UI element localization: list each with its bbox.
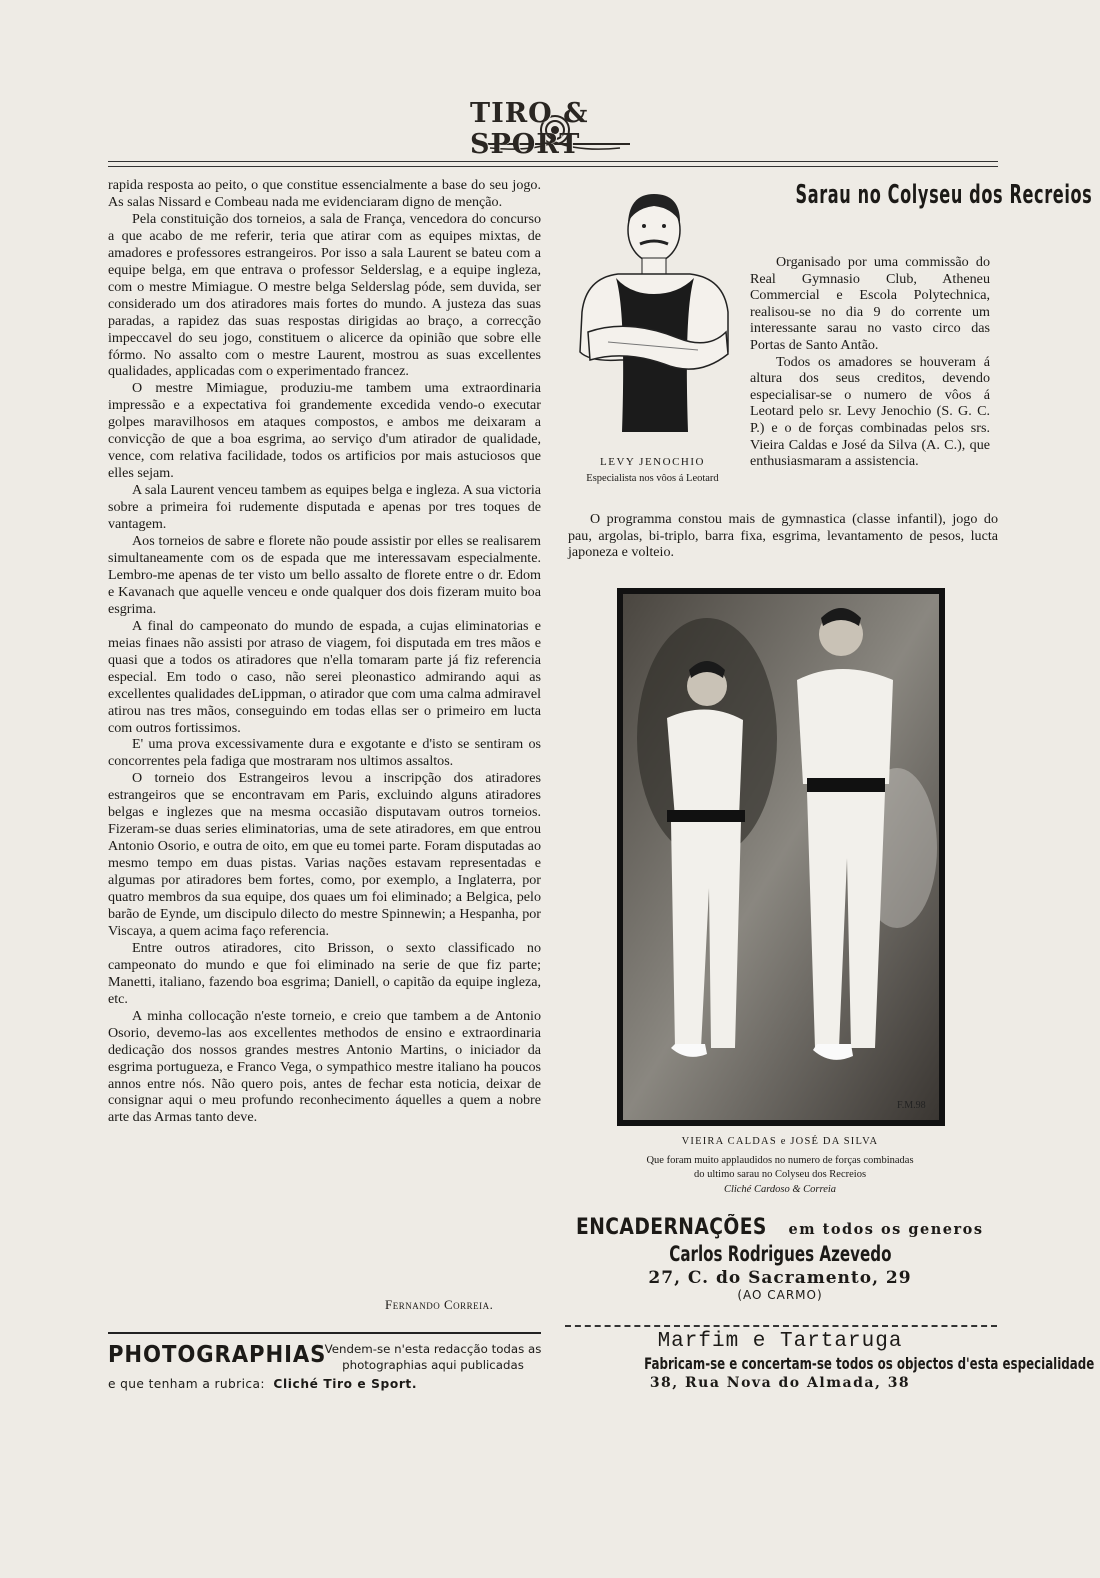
sarau-body-continued (568, 511, 998, 561)
article-paragraph: Aos torneios de sabre e florete não poude assistir por elles se realisarem simultaneamente com os de espada que me interessavam especialmente. Lembro-me apenas de ter visto um bello assalto de florete entre o dr. Edom e Kavanach que aquelle venceu e onde qualquer dos dois fizeram muito boa esgrima. (108, 533, 541, 617)
enc-address: 27, C. do Sacramento, 29 (648, 1268, 912, 1288)
marfim-line: Fabricam-se e concertam-se todos os objectos d'esta especialidade (644, 1354, 1095, 1373)
photo-monogram: F.M.98 (897, 1100, 926, 1111)
marfim-title: Marfim e Tartaruga (657, 1330, 903, 1353)
masthead (470, 98, 640, 160)
header-rule (108, 161, 998, 167)
portrait-caption: Especialista nos vôos á Leotard (586, 473, 719, 484)
sarau-paragraph: O programma constou mais de gymnastica (classe infantil), jogo do pau, argolas, bi-triplo, barra fixa, esgrima, levantamento de pesos, lucta japoneza e volteio. (568, 511, 998, 561)
enc-headline (565, 1214, 995, 1240)
ad-tail-bold: Cliché Tiro e Sport. (273, 1377, 418, 1391)
ad-headline: PHOTOGRAPHIAS (108, 1342, 327, 1368)
sarau-title: Sarau no Colyseu dos Recreios (795, 180, 1093, 210)
article-paragraph: O mestre Mimiague, produziu-me tambem uma extraordinaria impressão e a expectativa foi grandemente excedida vendo-o executar golpes maravilhosos em ataques compostos, e ambos me deixaram a convicção de que a boa esgrima, ao serviço d'um atirador de qualidade, vence, com relativa facilidade, todos os artificios por mais astuciosos que elles sejam. (108, 380, 541, 482)
sarau-paragraph: Organisado por uma commissão do Real Gymnasio Club, Atheneu Commercial e Escola Polytechnica, realisou-se no dia 9 do corrente um interessante sarau no vasto circo das Portas de Santo Antão. (750, 254, 990, 353)
enc-small-text: em todos os generos (788, 1221, 984, 1238)
sarau-paragraph: Todos os amadores se houveram á altura dos seus creditos, devendo especialisar-se o numero de vôos á Leotard pelo sr. Levy Jenochio (S. G. C. P.) e o de forças combinadas pelos srs. Vieira Caldas e José da Silva (A. C.), que enthusiasmaram a assistencia. (750, 353, 990, 470)
ad-tail-text: e que tenham a rubrica: (108, 1377, 265, 1391)
photo-caption (600, 1154, 960, 1181)
article-signature: Fernando Correia. (385, 1297, 494, 1312)
ad-side-text: Vendem-se n'esta redacção todas as photographias aqui publicadas (324, 1342, 542, 1372)
marfim-ad (565, 1330, 1095, 1391)
portrait-illustration (568, 182, 740, 452)
photo-credit: Cliché Cardoso & Correia (723, 1184, 837, 1195)
ad-divider (565, 1325, 997, 1327)
article-paragraph: E' uma prova excessivamente dura e exgotante e d'isto se sentiram os concorrentes pela fadiga que mostraram nos ultimos assaltos. (108, 736, 541, 770)
sarau-body (750, 254, 990, 470)
encadernacoes-ad (565, 1214, 995, 1302)
enc-owner: Carlos Rodrigues Azevedo (668, 1242, 892, 1266)
marfim-address: 38, Rua Nova do Almada, 38 (649, 1375, 911, 1391)
article-paragraph: A minha collocação n'este torneio, e creio que tambem a de Antonio Osorio, devemo-las aos excellentes methodos de ensino e extraordinaria dedicação dos nossos grandes mestres Antonio Martins, o iniciador da esgrima portugueza, e Franco Vega, o sympathico mestre italiano ha poucos annos entre nós. Não quero pois, antes de fechar esta noticia, deixar de consignar aqui o meu profundo reconhecimento áquelles a quem a nobre arte das Armas tanto deve. (108, 1007, 541, 1126)
enc-subaddress: (AO CARMO) (737, 1288, 823, 1302)
article-paragraph: A final do campeonato do mundo de espada, a cujas eliminatorias e meias finaes não assisti por atraso de viagem, foi disputada em tres mãos e quasi que a todos os atiradores que n'ella tomaram parte já fiz referencia especial. Em todo o caso, não serei pleonastico admirando aqui as excellentes qualidades deLippman, o atirador que com uma calma admiravel atirou nas tres mãos, conseguindo em todas ellas ser o primeiro em lucta com outros fortissimos. (108, 617, 541, 736)
article-paragraph: rapida resposta ao peito, o que constitue essencialmente a base do seu jogo. As salas Nissard e Combeau nada me evidenciaram digno de menção. (108, 177, 541, 210)
masthead-title: TIRO & SPORT (470, 98, 589, 160)
photo-caption-line: Que foram muito applaudidos no numero de forças combinadas (646, 1155, 914, 1166)
portrait-name: LEVY JENOCHIO (600, 456, 705, 468)
article-paragraph: O torneio dos Estrangeiros levou a inscripção dos atiradores estrangeiros que se encontravam em Paris, excluindo alguns atiradores belgas e inglezes que na mesma occasião disputavam outros torneios. Fizeram-se duas series eliminatorias, uma de sete atiradores, em que entrou Antonio Osorio, e outra de oito, em que eu tomei parte. Foram disputadas ao mesmo tempo em duas pistas. Varias nações estavam representadas e algumas por atiradores bem fortes, como, por exemplo, a Inglaterra, por quatro membros da sua equipe, dos quaes um foi eliminado; a Belgica, pelo barão de Eynde, um discipulo dilecto do mestre Spinnewin; a Hespanha, por Viscaya, a quem acima faço referencia. (108, 770, 541, 939)
article-paragraph: Entre outros atiradores, cito Brisson, o sexto classificado no campeonato do mundo e que foi eliminado na serie de que fiz parte; Manetti, italiano, fazendo boa esgrima; Daniell, o capitão da equipe ingleza, etc. (108, 939, 541, 1007)
photo-caption-line: do ultimo sarau no Colyseu dos Recreios (693, 1168, 867, 1180)
athlete-portrait-icon (568, 182, 740, 452)
athletes-photograph (617, 588, 945, 1126)
two-athletes-photo-icon (617, 588, 945, 1126)
ad-rule (108, 1332, 541, 1334)
enc-big-text: ENCADERNAÇÕES (576, 1215, 768, 1240)
photo-caption-title: VIEIRA CALDAS e JOSÉ DA SILVA (681, 1136, 879, 1147)
photographias-ad (108, 1332, 542, 1391)
article-paragraph: Pela constituição dos torneios, a sala de França, vencedora do concurso a que acabo de me referir, teria que atirar com as equipes mixtas, de amadores e professores estrangeiros. Por isso a sala Laurent se bateu com a equipe belga, em que entrava o professor Selderslag, e a equipe ingleza, com o mestre Mimiague. O mestre belga Selderslag póde, sem duvida, ser considerado um dos atiradores mais fortes do mundo. A justeza das suas paradas, a rapidez das suas respostas dirigidas ao braço, a correcção impeccavel do seu jogo, constituem o alicerce da opinião que sobre elle fórmo. No assalto com o mestre Laurent, mostrou as suas excellentes qualidades, applicadas com o experimentado francez. (108, 210, 541, 380)
article-body (108, 177, 541, 1126)
ad-tail (108, 1377, 548, 1391)
article-paragraph: A sala Laurent venceu tambem as equipes belga e ingleza. A sua victoria sobre a primeira foi rudemente disputada e apenas por tres toques de vantagem. (108, 482, 541, 533)
